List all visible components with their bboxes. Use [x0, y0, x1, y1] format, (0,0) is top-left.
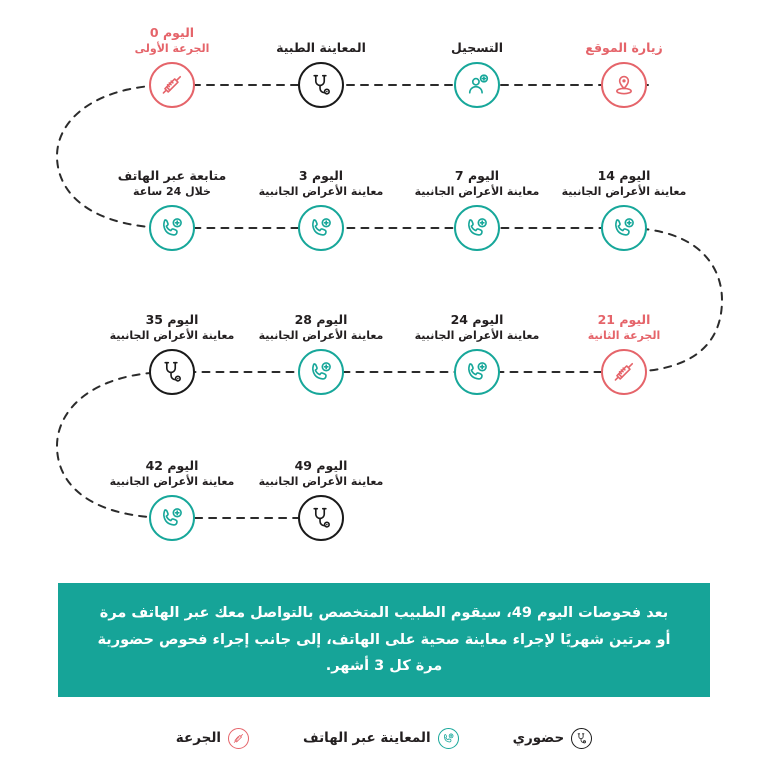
legend-item-phone-exam — [303, 728, 459, 749]
node-labels — [246, 40, 396, 62]
node-subtitle: معاينة الأعراض الجانبية — [109, 474, 235, 488]
node-subtitle: معاينة الأعراض الجانبية — [414, 328, 540, 342]
node-subtitle: معاينة الأعراض الجانبية — [258, 328, 384, 342]
node-labels — [246, 168, 396, 205]
node-labels — [97, 312, 247, 349]
timeline-node-medical-exam[interactable] — [246, 40, 396, 108]
legend — [0, 714, 768, 762]
node-title: زيارة الموقع — [585, 40, 663, 55]
node-title: اليوم 42 — [145, 457, 199, 473]
timeline-node-registration[interactable] — [402, 40, 552, 108]
stethoscope-icon[interactable] — [298, 495, 344, 541]
node-title: اليوم 49 — [294, 457, 348, 473]
node-subtitle: الجرعة الثانية — [587, 328, 661, 342]
syringe-icon — [228, 728, 249, 749]
timeline-node-day-7[interactable] — [402, 167, 552, 251]
node-labels — [549, 40, 699, 62]
legend-label: الجرعة — [175, 730, 222, 746]
phone-call-icon[interactable] — [298, 205, 344, 251]
legend-item-dose — [176, 728, 249, 749]
stethoscope-icon[interactable] — [149, 349, 195, 395]
node-labels — [402, 168, 552, 205]
node-labels — [97, 458, 247, 495]
phone-call-icon[interactable] — [149, 205, 195, 251]
timeline-node-day-42[interactable] — [97, 457, 247, 541]
node-title: اليوم 24 — [450, 311, 504, 327]
syringe-icon[interactable] — [601, 349, 647, 395]
node-title: اليوم 7 — [454, 167, 500, 183]
node-subtitle: خلال 24 ساعة — [133, 184, 211, 198]
summary-banner — [58, 583, 710, 697]
timeline-node-day-3[interactable] — [246, 167, 396, 251]
node-subtitle: معاينة الأعراض الجانبية — [258, 474, 384, 488]
timeline-node-day-28[interactable] — [246, 311, 396, 395]
location-pin-icon[interactable] — [601, 62, 647, 108]
stethoscope-icon[interactable] — [298, 62, 344, 108]
node-subtitle: معاينة الأعراض الجانبية — [109, 328, 235, 342]
user-add-icon[interactable] — [454, 62, 500, 108]
phone-call-icon[interactable] — [149, 495, 195, 541]
timeline-node-day-35[interactable] — [97, 311, 247, 395]
phone-call-icon[interactable] — [298, 349, 344, 395]
timeline-node-day-49[interactable] — [246, 457, 396, 541]
node-title: اليوم 21 — [597, 311, 651, 327]
node-labels — [97, 25, 247, 62]
timeline-node-day-24[interactable] — [402, 311, 552, 395]
node-labels — [97, 168, 247, 205]
node-title: اليوم 14 — [597, 167, 651, 183]
node-labels — [402, 312, 552, 349]
node-labels — [549, 312, 699, 349]
node-labels — [246, 458, 396, 495]
timeline-node-day-21[interactable] — [549, 311, 699, 395]
node-subtitle: الجرعة الأولى — [134, 41, 210, 55]
timeline-node-site-visit[interactable] — [549, 40, 699, 108]
stethoscope-icon — [571, 728, 592, 749]
syringe-icon[interactable] — [149, 62, 195, 108]
node-labels — [549, 168, 699, 205]
timeline-node-phone-followup[interactable] — [97, 167, 247, 251]
node-title: اليوم 3 — [298, 167, 344, 183]
node-subtitle: معاينة الأعراض الجانبية — [414, 184, 540, 198]
timeline-node-day-14[interactable] — [549, 167, 699, 251]
node-labels — [246, 312, 396, 349]
phone-call-icon[interactable] — [454, 205, 500, 251]
phone-call-icon[interactable] — [454, 349, 500, 395]
legend-label: حضوري — [512, 730, 565, 746]
summary-banner-text: بعد فحوصات اليوم 49، سيقوم الطبيب المتخصص بالتواصل معك عبر الهاتف مرة أو مرتين شهريًا لإجراء معاينة صحية على الهاتف، إلى جانب إجراء فحوص حضورية مرة كل 3 أشهر. — [97, 604, 671, 675]
legend-item-in-person — [513, 728, 593, 749]
node-title: التسجيل — [450, 40, 504, 55]
node-labels — [402, 40, 552, 62]
legend-label: المعاينة عبر الهاتف — [303, 730, 431, 746]
node-subtitle: معاينة الأعراض الجانبية — [561, 184, 687, 198]
node-title: متابعة عبر الهاتف — [117, 167, 227, 183]
timeline-node-day-0[interactable] — [97, 24, 247, 108]
node-title: اليوم 0 — [149, 24, 195, 40]
node-title: اليوم 35 — [145, 311, 199, 327]
node-title: اليوم 28 — [294, 311, 348, 327]
phone-call-icon — [438, 728, 459, 749]
node-subtitle: معاينة الأعراض الجانبية — [258, 184, 384, 198]
node-title: المعاينة الطبية — [276, 40, 366, 55]
phone-call-icon[interactable] — [601, 205, 647, 251]
